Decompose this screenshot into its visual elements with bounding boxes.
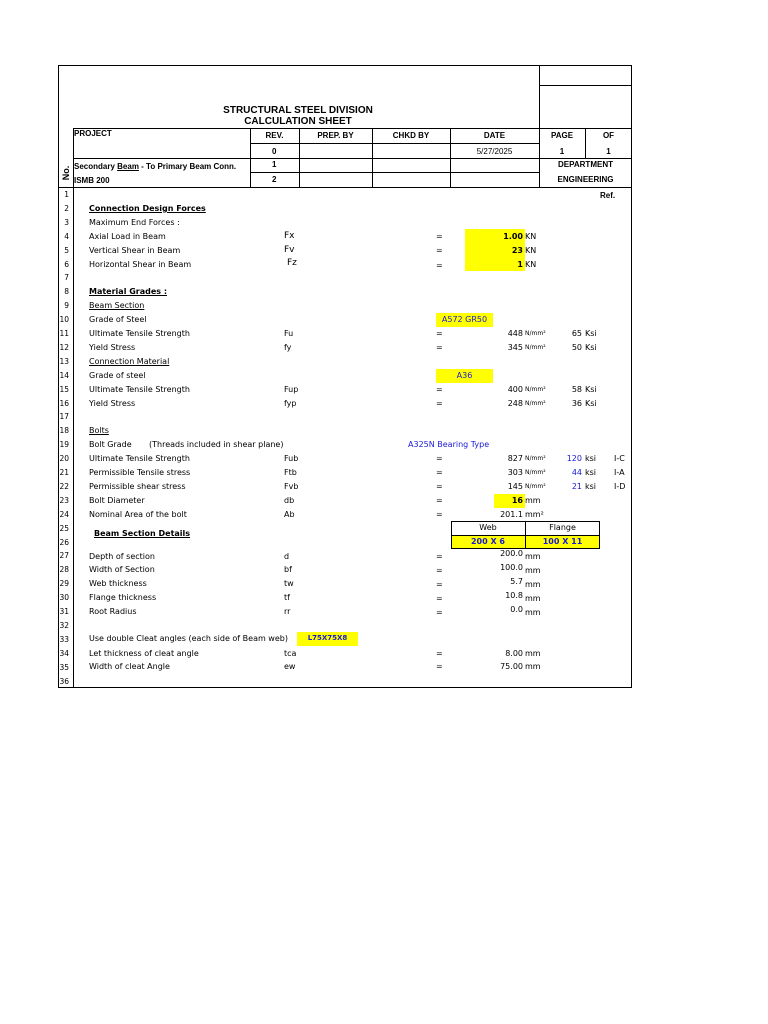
fub-ref: I-C	[614, 454, 625, 463]
ref-label: Ref.	[600, 191, 616, 200]
row-number: 4	[64, 231, 69, 241]
row-number: 29	[59, 579, 69, 589]
beam-section-label: Beam Section	[89, 301, 145, 310]
ab-label: Nominal Area of the bolt	[89, 510, 187, 519]
department-label: DEPARTMENT	[558, 160, 613, 169]
col-of-label: OF	[602, 131, 615, 140]
row-number: 14	[59, 370, 69, 380]
axial-eq: =	[436, 232, 443, 241]
header-rule-1	[73, 128, 632, 129]
header-rule-5	[58, 187, 632, 188]
tf-symbol: tf	[284, 593, 290, 602]
row-number: 13	[59, 356, 69, 366]
tw-value: 5.7	[510, 577, 523, 586]
bolt-grade-value: A325N Bearing Type	[408, 440, 490, 449]
fub-ksi-value: 120	[566, 454, 582, 463]
fyp-symbol: fyp	[284, 399, 297, 408]
row-number: 23	[59, 495, 69, 505]
width-label: Width of Section	[89, 565, 155, 574]
fy-value: 345	[507, 343, 523, 352]
page-value: 1	[559, 147, 565, 156]
rr-label: Root Radius	[89, 607, 137, 616]
rev-0: 0	[272, 147, 277, 156]
fub-ksi-unit: ksi	[585, 454, 597, 463]
number-label: No.	[61, 165, 71, 181]
axial-label: Axial Load in Beam	[89, 232, 166, 241]
grade2-label: Grade of steel	[89, 371, 146, 380]
row-number: 31	[59, 607, 69, 616]
db-symbol: db	[284, 496, 295, 505]
vshear-label: Vertical Shear in Beam	[89, 246, 181, 255]
width-symbol: bf	[284, 565, 292, 574]
fub-unit: N/mm²	[525, 455, 546, 462]
fvb-ksi-value: 21	[571, 482, 582, 491]
project-label: PROJECT	[74, 129, 112, 138]
row-number: 36	[59, 676, 69, 686]
row-number: 22	[59, 481, 69, 491]
row-number: 9	[64, 301, 69, 311]
of-value: 1	[606, 147, 611, 156]
fvb-value: 145	[507, 482, 523, 491]
depth-unit: mm	[525, 552, 541, 561]
rev-2: 2	[272, 175, 277, 184]
row-number: 30	[59, 593, 69, 603]
flange-label: Flange	[549, 523, 576, 532]
db-label: Bolt Diameter	[89, 496, 145, 505]
row-number: 5	[64, 245, 69, 255]
ftb-ksi-value: 44	[571, 468, 582, 477]
fyp-unit: N/mm²	[525, 400, 546, 407]
fub-label: Ultimate Tensile Strength	[89, 454, 190, 463]
hshear-unit: KN	[525, 260, 537, 269]
sheet-title: CALCULATION SHEET	[244, 116, 352, 127]
col-prep-label: PREP. BY	[317, 131, 354, 140]
row-number: 24	[59, 509, 69, 519]
rr-unit: mm	[525, 608, 541, 617]
depth-label: Depth of section	[89, 552, 155, 561]
desc-part-1: Secondary	[74, 162, 118, 171]
row-number: 19	[59, 440, 69, 450]
fub-symbol: Fub	[284, 454, 299, 463]
hshear-label: Horizontal Shear in Beam	[89, 260, 192, 269]
axial-symbol: Fx	[284, 231, 295, 241]
width-unit: mm	[525, 566, 541, 575]
axial-value: 1.00	[503, 232, 523, 241]
db-eq: =	[436, 496, 443, 505]
ab-value: 201.1	[500, 510, 523, 519]
cleat-angle: L75X75X8	[307, 634, 348, 642]
row-number: 18	[59, 426, 69, 436]
row-number: 12	[59, 342, 69, 352]
web-label: Web	[479, 523, 497, 532]
row-number: 20	[59, 454, 69, 464]
tw-eq: =	[436, 580, 443, 589]
forces-title: Connection Design Forces	[89, 204, 206, 213]
ftb-ksi-unit: ksi	[585, 468, 597, 477]
fup-label: Ultimate Tensile Strength	[89, 385, 190, 394]
col-page-label: PAGE	[550, 131, 574, 140]
rr-symbol: rr	[284, 607, 291, 616]
fup-eq: =	[436, 385, 443, 394]
fyp-ksi-unit: Ksi	[585, 399, 597, 408]
ftb-label: Permissible Tensile stress	[89, 468, 191, 477]
tw-symbol: tw	[284, 579, 294, 588]
row-number: 26	[59, 537, 69, 547]
ftb-value: 303	[507, 468, 523, 477]
material-title: Material Grades :	[89, 287, 168, 296]
fy-ksi-unit: Ksi	[585, 343, 597, 352]
header-rule-2	[250, 143, 539, 144]
section-title: Beam Section Details	[94, 529, 191, 538]
rownum-divider	[73, 128, 74, 688]
row-number: 34	[59, 648, 69, 658]
row-number: 6	[64, 259, 69, 269]
fu-unit: N/mm²	[525, 330, 546, 337]
ab-symbol: Ab	[284, 510, 295, 519]
tw-unit: mm	[525, 580, 541, 589]
fup-ksi-value: 58	[571, 385, 582, 394]
fu-value: 448	[507, 329, 523, 338]
tf-value: 10.8	[505, 591, 523, 600]
ew-label: Width of cleat Angle	[89, 662, 170, 671]
depth-value: 200.0	[500, 549, 523, 558]
tf-label: Flange thickness	[89, 593, 157, 602]
vshear-symbol: Fv	[284, 245, 295, 255]
bolts-title: Bolts	[89, 426, 109, 435]
hshear-eq: =	[436, 261, 443, 270]
fvb-ref: I-D	[614, 482, 626, 491]
fup-unit: N/mm²	[525, 386, 546, 393]
bolt-grade-note: (Threads included in shear plane)	[149, 440, 284, 449]
ftb-ref: I-A	[614, 468, 625, 477]
row-number: 32	[59, 620, 69, 630]
rev-1: 1	[272, 160, 277, 169]
grade2-value: A36	[456, 371, 473, 380]
row-number: 10	[59, 315, 69, 325]
fyp-value: 248	[507, 399, 523, 408]
row-number: 15	[59, 384, 69, 394]
conn-material-label: Connection Material	[89, 357, 170, 366]
date-value: 5/27/2025	[476, 147, 513, 156]
fvb-eq: =	[436, 482, 443, 491]
fvb-ksi-unit: ksi	[585, 482, 597, 491]
fy-unit: N/mm²	[525, 344, 546, 351]
col-chkd-label: CHKD BY	[392, 131, 430, 140]
depth-eq: =	[436, 552, 443, 561]
row-number: 25	[59, 523, 69, 533]
department-value: ENGINEERING	[557, 175, 614, 184]
hshear-value: 1	[517, 260, 523, 269]
fy-eq: =	[436, 343, 443, 352]
ew-eq: =	[436, 662, 443, 671]
fyp-ksi-value: 36	[571, 399, 582, 408]
ftb-eq: =	[436, 468, 443, 477]
row-number: 33	[59, 634, 69, 644]
header-rule-4	[250, 172, 539, 173]
fup-ksi-unit: Ksi	[585, 385, 597, 394]
fub-eq: =	[436, 454, 443, 463]
rr-value: 0.0	[510, 605, 523, 614]
axial-unit: KN	[525, 232, 537, 241]
hshear-symbol: Fz	[287, 258, 297, 268]
fyp-eq: =	[436, 399, 443, 408]
fu-eq: =	[436, 329, 443, 338]
tf-eq: =	[436, 594, 443, 603]
row-number: 17	[59, 412, 69, 422]
cleat-use-label: Use double Cleat angles (each side of Beam web)	[89, 634, 288, 643]
db-value: 16	[511, 496, 523, 505]
vshear-eq: =	[436, 246, 443, 255]
row-number: 35	[59, 662, 69, 672]
max-end-label: Maximum End Forces :	[89, 218, 180, 227]
desc-part-3: - To Primary Beam Conn.	[138, 162, 237, 171]
col-date-label: DATE	[483, 131, 506, 140]
fvb-symbol: Fvb	[284, 482, 299, 491]
fup-symbol: Fup	[284, 385, 299, 394]
vshear-value: 23	[511, 246, 523, 255]
division-title: STRUCTURAL STEEL DIVISION	[223, 105, 373, 116]
desc-part-2: Beam	[117, 162, 139, 171]
row-number: 3	[64, 217, 69, 227]
ew-symbol: ew	[284, 662, 296, 671]
bolt-grade-label: Bolt Grade	[89, 440, 132, 449]
tw-label: Web thickness	[89, 579, 147, 588]
fu-ksi-unit: Ksi	[585, 329, 597, 338]
fy-label: Yield Stress	[89, 343, 136, 352]
tf-unit: mm	[525, 594, 541, 603]
tca-symbol: tca	[284, 649, 297, 658]
member-size: ISMB 200	[74, 176, 110, 185]
width-eq: =	[436, 566, 443, 575]
ew-unit: mm	[525, 662, 541, 671]
ab-eq: =	[436, 510, 443, 519]
ftb-unit: N/mm²	[525, 469, 546, 476]
grade-value: A572 GR50	[441, 315, 488, 324]
fy-ksi-value: 50	[571, 343, 582, 352]
tca-unit: mm	[525, 649, 541, 658]
header-rule-3	[73, 158, 632, 159]
row-number: 16	[59, 398, 69, 408]
web-value: 200 X 6	[470, 537, 505, 546]
row-number: 28	[59, 565, 69, 575]
row-number: 7	[64, 273, 69, 283]
project-description	[74, 162, 236, 171]
vshear-unit: KN	[525, 246, 537, 255]
ftb-symbol: Ftb	[284, 468, 297, 477]
row-number: 27	[59, 551, 69, 561]
tca-eq: =	[436, 649, 443, 658]
row-number: 1	[64, 190, 69, 199]
fyp-label: Yield Stress	[89, 399, 136, 408]
depth-symbol: d	[284, 552, 290, 561]
db-unit: mm	[525, 496, 541, 505]
col-rev-label: REV.	[265, 131, 284, 140]
row-number: 8	[64, 287, 69, 297]
flange-value: 100 X 11	[542, 537, 583, 546]
fvb-label: Permissible shear stress	[89, 482, 186, 491]
width-value: 100.0	[500, 563, 523, 572]
fu-symbol: Fu	[284, 329, 294, 338]
fvb-unit: N/mm²	[525, 483, 546, 490]
rr-eq: =	[436, 608, 443, 617]
fu-label: Ultimate Tensile Strength	[89, 329, 190, 338]
fup-value: 400	[507, 385, 523, 394]
row-number: 11	[59, 329, 69, 338]
tca-label: Let thickness of cleat angle	[89, 649, 199, 658]
fu-ksi-value: 65	[571, 329, 582, 338]
tca-value: 8.00	[505, 649, 523, 658]
ew-value: 75.00	[500, 662, 523, 671]
row-number: 21	[59, 468, 69, 477]
title-block-top-rule	[539, 85, 632, 86]
fy-symbol: fy	[284, 343, 292, 352]
fub-value: 827	[507, 454, 523, 463]
grade-label: Grade of Steel	[89, 315, 147, 324]
ab-unit: mm²	[525, 510, 544, 519]
row-number: 2	[64, 203, 69, 213]
